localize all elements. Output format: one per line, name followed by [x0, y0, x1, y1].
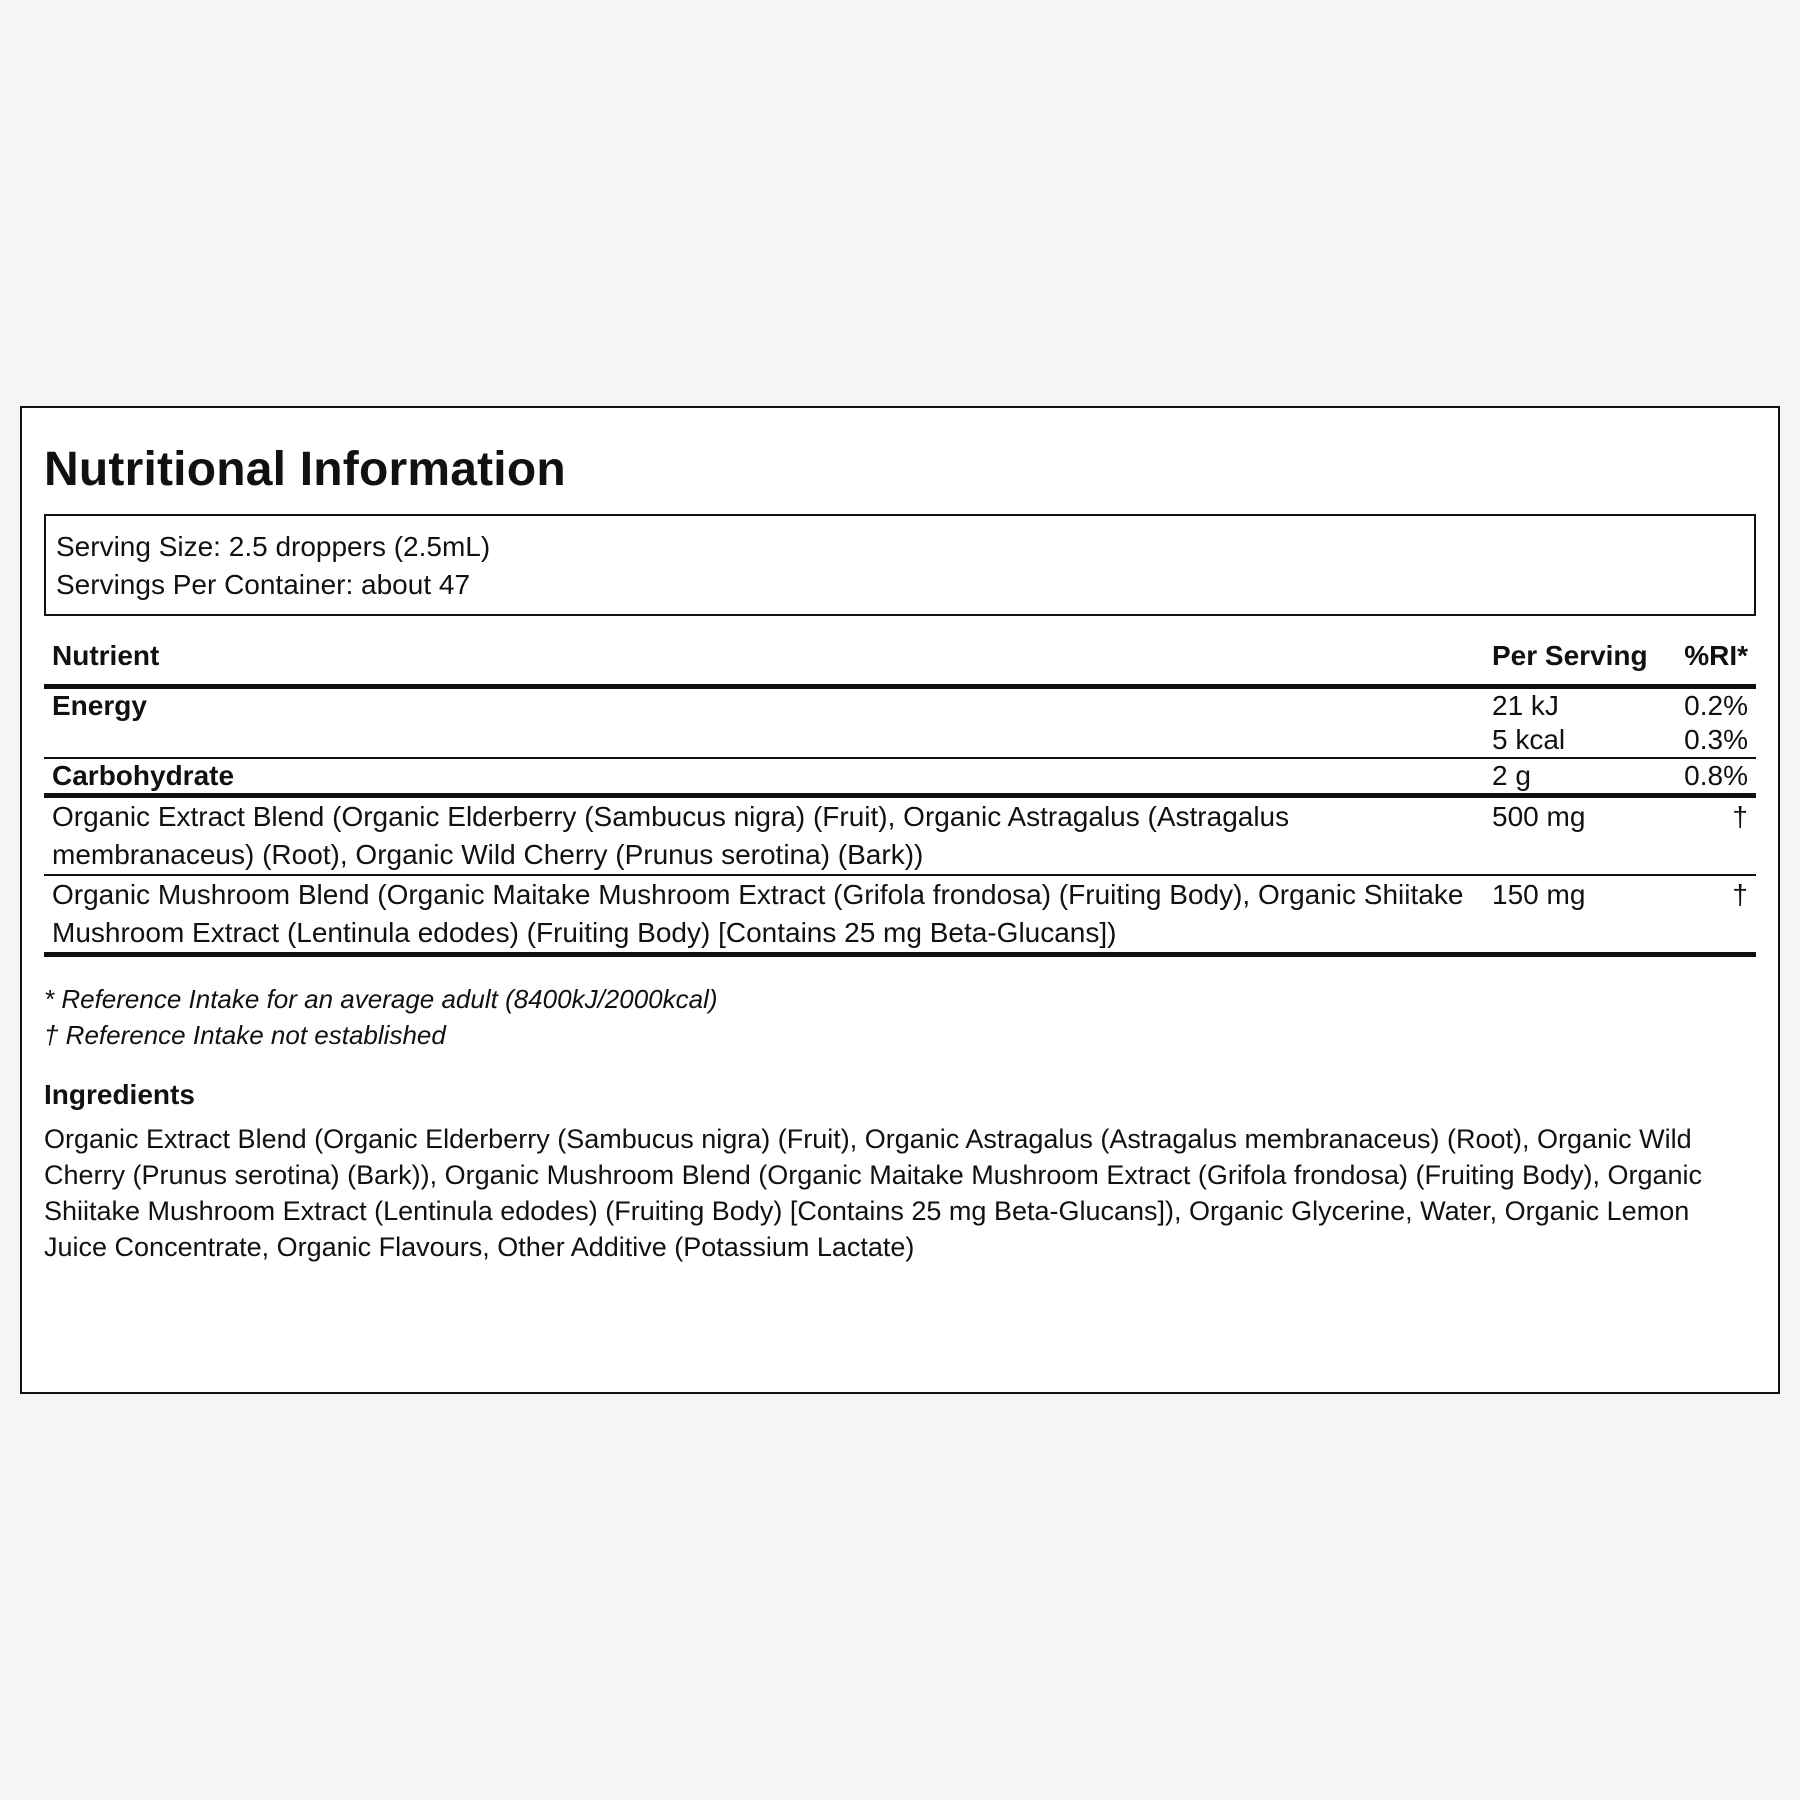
- extract-blend-value: 500 mg: [1492, 801, 1586, 832]
- table-row-energy-kj: [44, 687, 1756, 724]
- header-per-serving: Per Serving: [1492, 640, 1648, 671]
- panel-title: Nutritional Information: [44, 443, 566, 496]
- nutrient-table: [44, 638, 1756, 957]
- table-row-carbohydrate: [44, 758, 1756, 796]
- footnotes: [44, 981, 1756, 1053]
- energy-kcal-ri: 0.3%: [1684, 724, 1748, 755]
- nutrition-panel: [20, 406, 1780, 1394]
- table-row-mushroom-blend: [44, 875, 1756, 955]
- carbohydrate-value: 2 g: [1492, 760, 1531, 791]
- energy-label: Energy: [52, 690, 147, 721]
- footnote-dagger: † Reference Intake not established: [44, 1020, 446, 1050]
- energy-kcal-label: [44, 723, 1484, 758]
- energy-kj-value: 21 kJ: [1492, 690, 1559, 721]
- serving-info-box: [44, 514, 1756, 616]
- serving-size: Serving Size: 2.5 droppers (2.5mL): [56, 531, 491, 562]
- servings-per-container: Servings Per Container: about 47: [56, 569, 471, 600]
- carbohydrate-label: Carbohydrate: [52, 760, 235, 791]
- mushroom-blend-value: 150 mg: [1492, 879, 1586, 910]
- ingredients-title: Ingredients: [44, 1079, 195, 1110]
- energy-kj-ri: 0.2%: [1684, 690, 1748, 721]
- mushroom-blend-label: Organic Mushroom Blend (Organic Maitake Mushroom Extract (Grifola frondosa) (Fruiting Body), Organic Shiitake Mushroom Extract (Lentinula edodes) (Fruiting Body) [Contains 25 mg Beta-Glucans]): [52, 879, 1464, 948]
- header-nutrient: Nutrient: [52, 640, 160, 671]
- table-row-extract-blend: [44, 796, 1756, 876]
- extract-blend-ri: †: [1732, 801, 1748, 832]
- header-ri: %RI*: [1684, 640, 1748, 671]
- ingredients-text: Organic Extract Blend (Organic Elderberry (Sambucus nigra) (Fruit), Organic Astragalus (Astragalus membranaceus) (Root), Organic Wild Cherry (Prunus serotina) (Bark)), Organic Mushroom Blend (Organic Maitake Mushroom Extract (Grifola frondosa) (Fruiting Body), Organic Shiitake Mushroom Extract (Lentinula edodes) (Fruiting Body) [Contains 25 mg Beta-Glucans]), Organic Glycerine, Water, Organic Lemon Juice Concentrate, Organic Flavours, Other Additive (Potassium Lactate): [44, 1124, 1703, 1262]
- footnote-ri: * Reference Intake for an average adult (8400kJ/2000kcal): [44, 984, 718, 1014]
- carbohydrate-ri: 0.8%: [1684, 760, 1748, 791]
- energy-kcal-value: 5 kcal: [1492, 724, 1566, 755]
- table-header-row: [44, 638, 1756, 687]
- table-row-energy-kcal: [44, 723, 1756, 758]
- extract-blend-label: Organic Extract Blend (Organic Elderberry (Sambucus nigra) (Fruit), Organic Astragalus (Astragalus membranaceus) (Root), Organic Wild Cherry (Prunus serotina) (Bark)): [52, 801, 1290, 870]
- mushroom-blend-ri: †: [1732, 879, 1748, 910]
